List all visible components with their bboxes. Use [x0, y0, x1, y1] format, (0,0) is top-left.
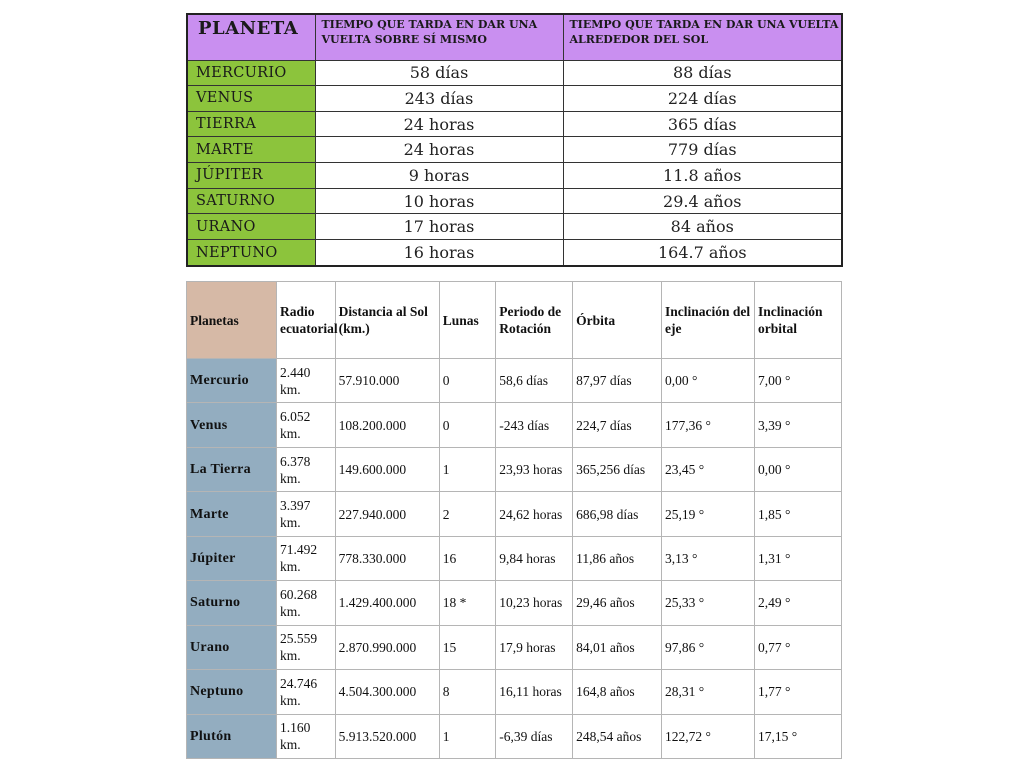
table-row: [187, 403, 842, 447]
header-planetas: Planetas: [187, 282, 277, 359]
moons: 1: [439, 714, 496, 759]
planet-name: TIERRA: [187, 111, 315, 137]
orbit: 87,97 días: [573, 359, 662, 403]
orbit: 164,8 años: [573, 670, 662, 714]
planet-periods-table: [186, 13, 843, 267]
rotation-period: 24,62 horas: [496, 492, 573, 536]
header-planeta: PLANETA: [187, 14, 315, 60]
planet-name: Urano: [187, 625, 277, 669]
header-radio-ecuatorial: Radio ecuatorial: [276, 282, 335, 359]
planet-name: Venus: [187, 403, 277, 447]
orbit-time: 29.4 años: [563, 188, 842, 214]
planet-name: Marte: [187, 492, 277, 536]
axis-tilt: 25,19 °: [662, 492, 755, 536]
table-row: [187, 714, 842, 759]
header-rotation-time: TIEMPO QUE TARDA EN DAR UNA VUELTA SOBRE SÍ MISMO: [315, 14, 563, 60]
periods-header-row: [187, 14, 842, 60]
sun-distance: 108.200.000: [335, 403, 439, 447]
table-row: [187, 240, 842, 266]
rotation-time: 243 días: [315, 86, 563, 112]
rotation-period: 10,23 horas: [496, 581, 573, 625]
sun-distance: 227.940.000: [335, 492, 439, 536]
radius: 24.746 km.: [276, 670, 335, 714]
table-row: [187, 163, 842, 189]
rotation-period: 23,93 horas: [496, 447, 573, 491]
radius: 6.378 km.: [276, 447, 335, 491]
moons: 1: [439, 447, 496, 491]
table-row: [187, 86, 842, 112]
planet-name: Saturno: [187, 581, 277, 625]
planet-name: Neptuno: [187, 670, 277, 714]
orbit-time: 164.7 años: [563, 240, 842, 266]
rotation-period: 16,11 horas: [496, 670, 573, 714]
table-row: [187, 188, 842, 214]
header-orbita: Órbita: [573, 282, 662, 359]
rotation-time: 58 días: [315, 60, 563, 86]
table-row: [187, 536, 842, 580]
planet-name: MARTE: [187, 137, 315, 163]
header-inclinacion-eje: Inclinación del eje: [662, 282, 755, 359]
orbit: 248,54 años: [573, 714, 662, 759]
orbit: 365,256 días: [573, 447, 662, 491]
orbit: 84,01 años: [573, 625, 662, 669]
table-row: [187, 625, 842, 669]
orbit-time: 779 días: [563, 137, 842, 163]
orbital-inclination: 0,77 °: [755, 625, 842, 669]
rotation-time: 24 horas: [315, 137, 563, 163]
planet-data-table: [186, 281, 842, 759]
orbit: 29,46 años: [573, 581, 662, 625]
planet-name: SATURNO: [187, 188, 315, 214]
planet-data-header-row: [187, 282, 842, 359]
orbital-inclination: 1,31 °: [755, 536, 842, 580]
rotation-time: 24 horas: [315, 111, 563, 137]
header-inclinacion-orbital: Inclinación orbital: [755, 282, 842, 359]
radius: 6.052 km.: [276, 403, 335, 447]
planet-name: La Tierra: [187, 447, 277, 491]
orbital-inclination: 3,39 °: [755, 403, 842, 447]
header-orbit-time: TIEMPO QUE TARDA EN DAR UNA VUELTA ALREDEDOR DEL SOL: [563, 14, 842, 60]
radius: 3.397 km.: [276, 492, 335, 536]
planet-name: VENUS: [187, 86, 315, 112]
planet-name: Plutón: [187, 714, 277, 759]
table-row: [187, 447, 842, 491]
sun-distance: 778.330.000: [335, 536, 439, 580]
orbital-inclination: 0,00 °: [755, 447, 842, 491]
sun-distance: 149.600.000: [335, 447, 439, 491]
table-row: [187, 492, 842, 536]
orbital-inclination: 1,77 °: [755, 670, 842, 714]
orbit-time: 224 días: [563, 86, 842, 112]
axis-tilt: 0,00 °: [662, 359, 755, 403]
orbit-time: 11.8 años: [563, 163, 842, 189]
moons: 15: [439, 625, 496, 669]
sun-distance: 4.504.300.000: [335, 670, 439, 714]
orbital-inclination: 7,00 °: [755, 359, 842, 403]
rotation-time: 9 horas: [315, 163, 563, 189]
sun-distance: 2.870.990.000: [335, 625, 439, 669]
axis-tilt: 28,31 °: [662, 670, 755, 714]
axis-tilt: 122,72 °: [662, 714, 755, 759]
planet-name: NEPTUNO: [187, 240, 315, 266]
rotation-time: 10 horas: [315, 188, 563, 214]
orbital-inclination: 2,49 °: [755, 581, 842, 625]
table-row: [187, 581, 842, 625]
table-row: [187, 359, 842, 403]
moons: 2: [439, 492, 496, 536]
planet-name: Júpiter: [187, 536, 277, 580]
table-row: [187, 670, 842, 714]
orbit-time: 84 años: [563, 214, 842, 240]
axis-tilt: 177,36 °: [662, 403, 755, 447]
moons: 0: [439, 359, 496, 403]
orbit-time: 88 días: [563, 60, 842, 86]
rotation-period: 9,84 horas: [496, 536, 573, 580]
radius: 2.440 km.: [276, 359, 335, 403]
orbital-inclination: 17,15 °: [755, 714, 842, 759]
radius: 60.268 km.: [276, 581, 335, 625]
orbit: 686,98 días: [573, 492, 662, 536]
table-row: [187, 111, 842, 137]
moons: 18 *: [439, 581, 496, 625]
orbit: 224,7 días: [573, 403, 662, 447]
header-distancia-sol: Distancia al Sol (km.): [335, 282, 439, 359]
planet-name: Mercurio: [187, 359, 277, 403]
sun-distance: 5.913.520.000: [335, 714, 439, 759]
rotation-period: 17,9 horas: [496, 625, 573, 669]
planet-name: MERCURIO: [187, 60, 315, 86]
axis-tilt: 3,13 °: [662, 536, 755, 580]
header-lunas: Lunas: [439, 282, 496, 359]
moons: 0: [439, 403, 496, 447]
rotation-period: -243 días: [496, 403, 573, 447]
axis-tilt: 25,33 °: [662, 581, 755, 625]
rotation-time: 16 horas: [315, 240, 563, 266]
orbital-inclination: 1,85 °: [755, 492, 842, 536]
radius: 1.160 km.: [276, 714, 335, 759]
table-row: [187, 214, 842, 240]
sun-distance: 1.429.400.000: [335, 581, 439, 625]
orbit-time: 365 días: [563, 111, 842, 137]
planet-name: URANO: [187, 214, 315, 240]
moons: 8: [439, 670, 496, 714]
orbit: 11,86 años: [573, 536, 662, 580]
axis-tilt: 23,45 °: [662, 447, 755, 491]
moons: 16: [439, 536, 496, 580]
table-row: [187, 60, 842, 86]
table-row: [187, 137, 842, 163]
header-periodo-rotacion: Periodo de Rotación: [496, 282, 573, 359]
rotation-period: 58,6 días: [496, 359, 573, 403]
axis-tilt: 97,86 °: [662, 625, 755, 669]
sun-distance: 57.910.000: [335, 359, 439, 403]
rotation-period: -6,39 días: [496, 714, 573, 759]
rotation-time: 17 horas: [315, 214, 563, 240]
planet-name: JÚPITER: [187, 163, 315, 189]
radius: 25.559 km.: [276, 625, 335, 669]
radius: 71.492 km.: [276, 536, 335, 580]
